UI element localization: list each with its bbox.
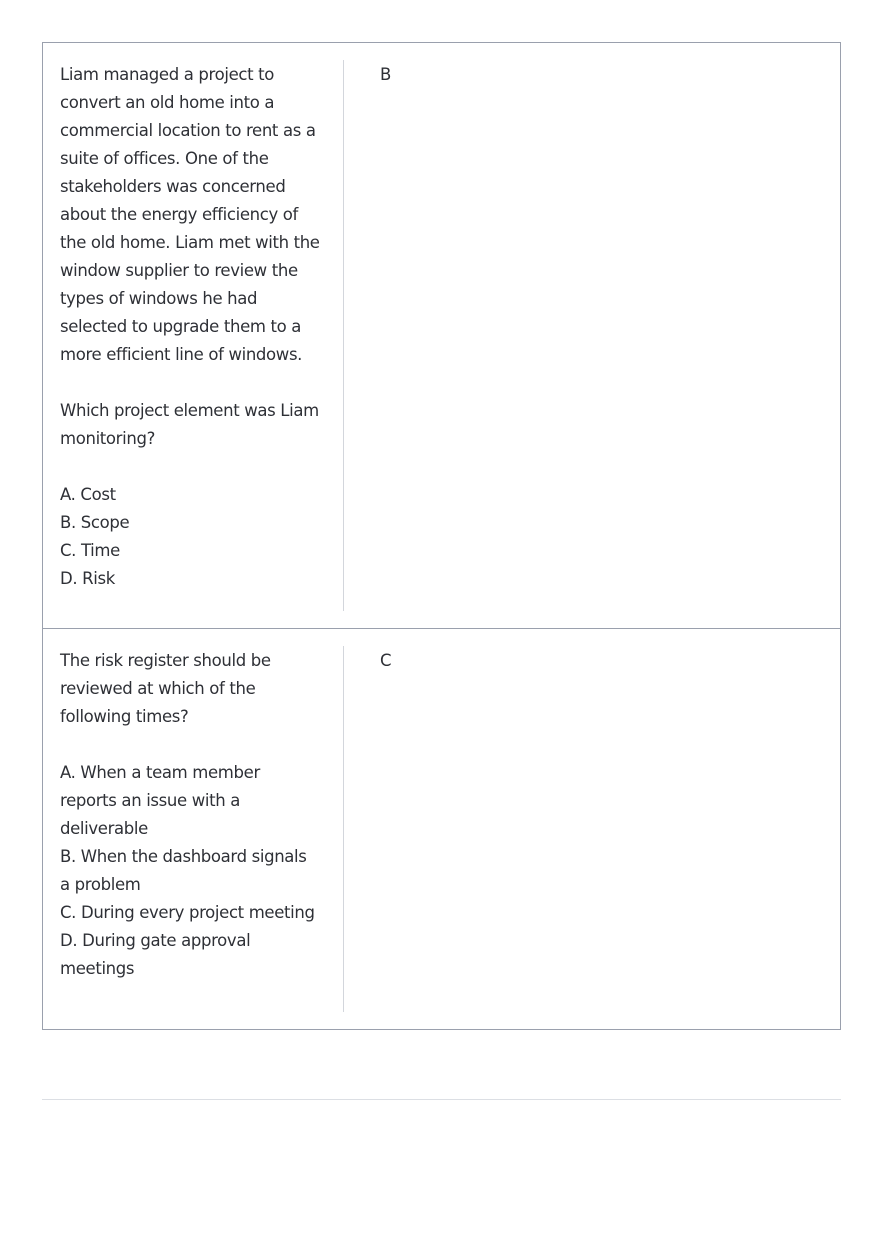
question-prompt: Which project element was Liam monitoring? <box>60 401 319 448</box>
answer-text: B <box>380 65 392 84</box>
flashcard-row <box>43 43 840 628</box>
flashcard-row <box>43 628 840 1029</box>
question-cell <box>43 629 344 1029</box>
question-cell <box>43 43 344 628</box>
question-text: Liam managed a project to convert an old home into a commercial location to rent as a suite of offices. One of the stakeholders was concerned about the energy efficiency of the old home. Liam met with the window supplier to review the types of windows he had selected to upgrade them to a more efficient line of windows. <box>60 65 320 364</box>
answer-cell <box>344 629 840 1029</box>
question-text: The risk register should be reviewed at which of the following times? <box>60 651 271 726</box>
flashcard-table <box>42 42 841 1030</box>
choice-item: C. Time <box>60 541 120 560</box>
choice-list <box>60 759 320 983</box>
choice-item: A. Cost <box>60 485 116 504</box>
footer-divider <box>42 1099 841 1100</box>
choice-item: C. During every project meeting <box>60 903 315 922</box>
choice-item: D. During gate approval meetings <box>60 931 251 978</box>
choice-item: B. Scope <box>60 513 130 532</box>
choice-list <box>60 481 320 593</box>
choice-item: A. When a team member reports an issue with a deliverable <box>60 763 260 838</box>
choice-item: B. When the dashboard signals a problem <box>60 847 307 894</box>
answer-cell <box>344 43 840 628</box>
choice-item: D. Risk <box>60 569 115 588</box>
answer-text: C <box>380 651 392 670</box>
